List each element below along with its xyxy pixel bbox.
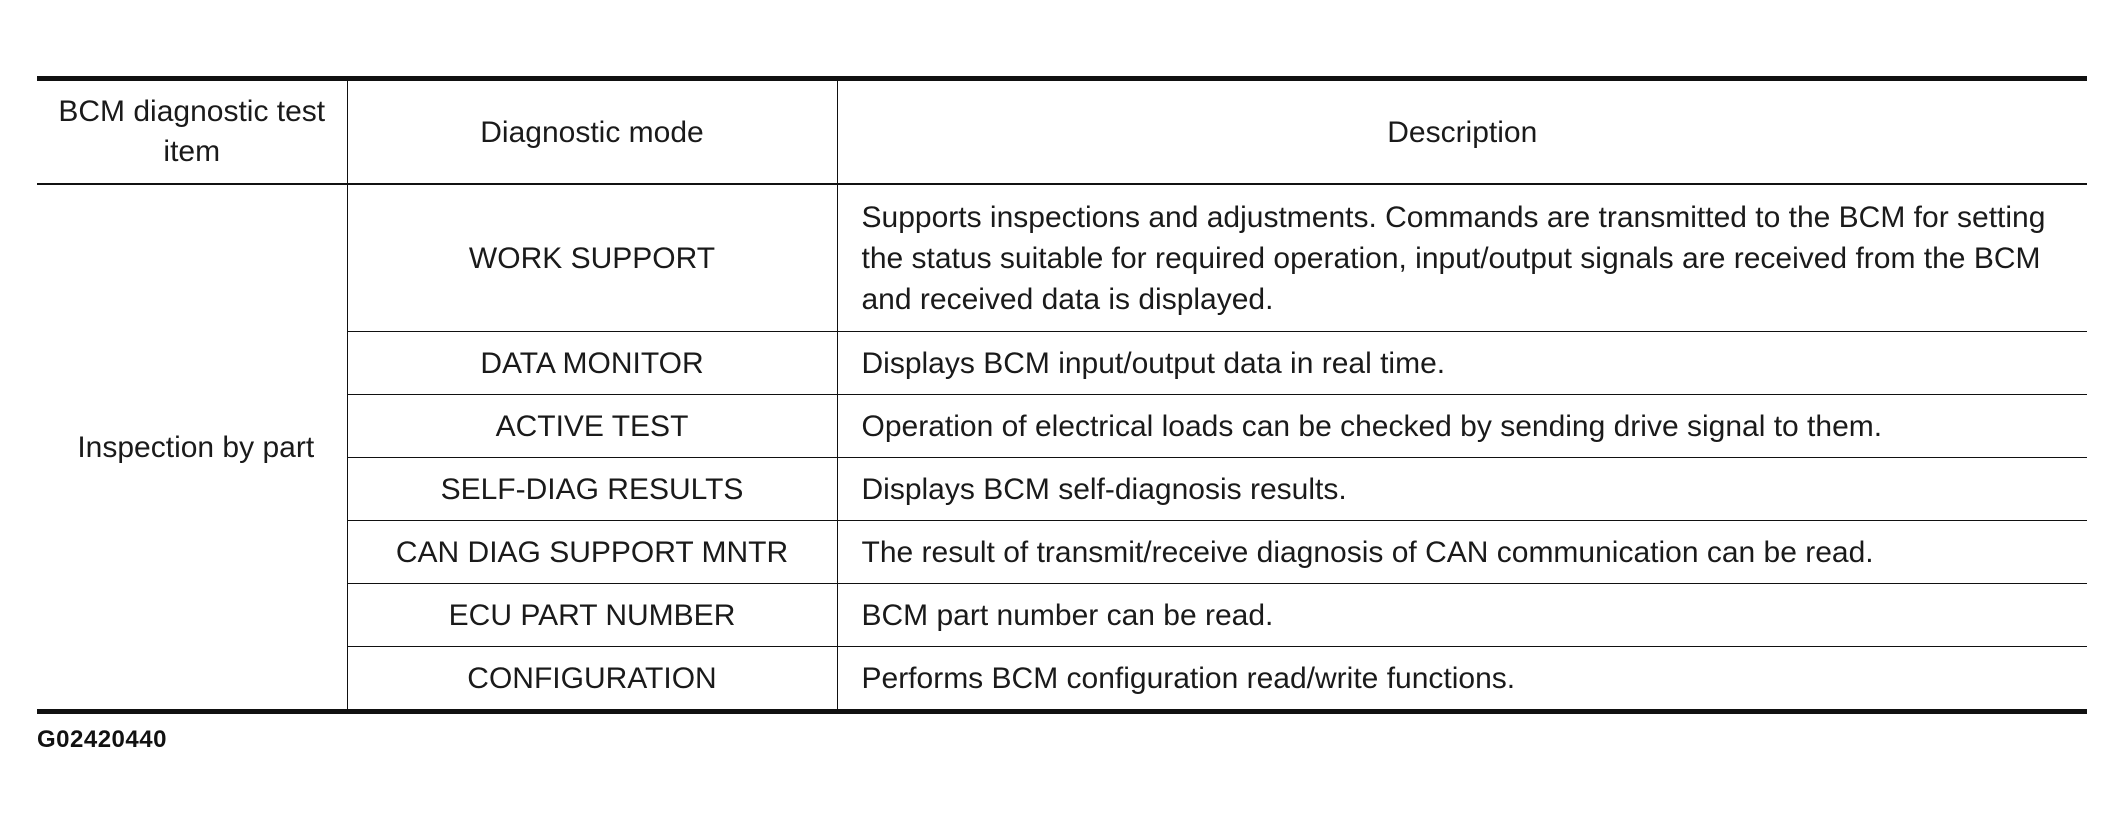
header-test-item: BCM diagnostic test item bbox=[37, 79, 347, 185]
mode-cell: ECU PART NUMBER bbox=[347, 584, 837, 647]
description-cell: BCM part number can be read. bbox=[837, 584, 2087, 647]
header-diagnostic-mode: Diagnostic mode bbox=[347, 79, 837, 185]
description-cell: Performs BCM configuration read/write functions. bbox=[861, 661, 1516, 695]
figure-code: G02420440 bbox=[37, 726, 167, 753]
table-row bbox=[37, 184, 2087, 332]
header-description: Description bbox=[837, 79, 2087, 185]
description-cell: Displays BCM input/output data in real time. bbox=[837, 332, 2087, 395]
description-cell: Displays BCM self-diagnosis results. bbox=[837, 458, 2087, 521]
description-cell: Operation of electrical loads can be checked by sending drive signal to them. bbox=[837, 395, 2087, 458]
mode-cell: DATA MONITOR bbox=[347, 332, 837, 395]
bcm-diagnostic-table bbox=[37, 76, 2087, 714]
description-cell: The result of transmit/receive diagnosis of CAN communication can be read. bbox=[837, 521, 2087, 584]
mode-cell: CAN DIAG SUPPORT MNTR bbox=[347, 521, 837, 584]
description-cell: Supports inspections and adjustments. Commands are transmitted to the BCM for setting the status suitable for required operation, input/output signals are received from the BCM and received data is displayed. bbox=[837, 184, 2087, 332]
mode-cell: CONFIGURATION bbox=[347, 647, 837, 712]
table-header-row bbox=[37, 79, 2087, 185]
test-item-group-label: Inspection by part bbox=[37, 184, 347, 712]
mode-cell: SELF-DIAG RESULTS bbox=[347, 458, 837, 521]
mode-cell: WORK SUPPORT bbox=[347, 184, 837, 332]
mode-cell: ACTIVE TEST bbox=[347, 395, 837, 458]
